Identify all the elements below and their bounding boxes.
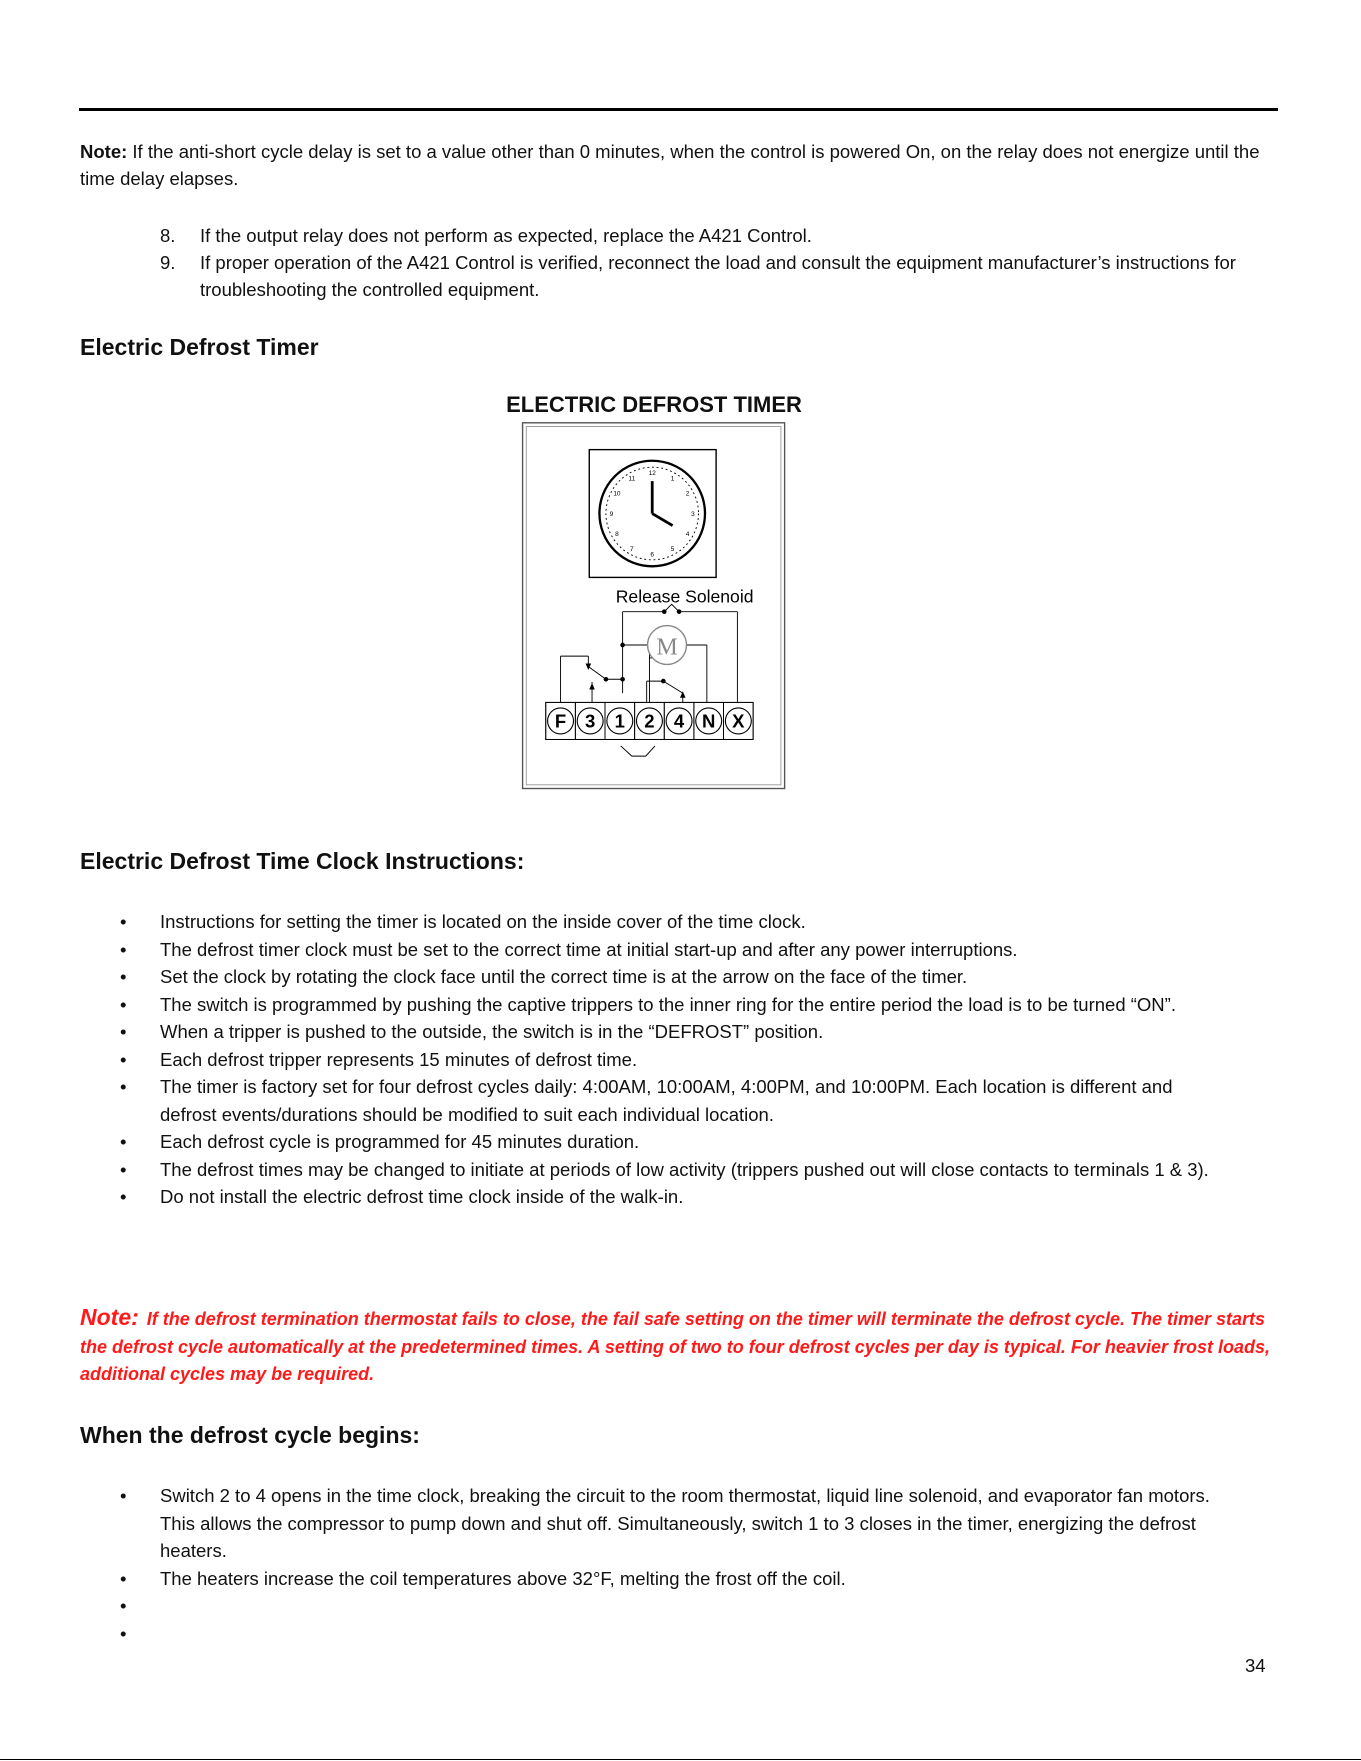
bullet-icon: • [120, 1595, 127, 1616]
page-number: 34 [1245, 1655, 1266, 1676]
list-item [120, 991, 1230, 1019]
heading-time-clock-instructions: Electric Defrost Time Clock Instructions: [80, 848, 525, 874]
bottom-rule [0, 1759, 1361, 1760]
motor-label: M [656, 634, 678, 661]
bullet-icon: • [120, 993, 127, 1015]
release-solenoid-label: Release Solenoid [615, 586, 754, 607]
list-item [120, 1183, 1230, 1211]
bullet-icon: • [120, 966, 127, 987]
bullet-icon: • [120, 1076, 127, 1097]
heading-electric-defrost-timer: Electric Defrost Timer [80, 334, 319, 360]
clock-number: 5 [670, 546, 675, 554]
intro-note-label: Note: [80, 141, 128, 162]
clock-number: 10 [613, 490, 621, 498]
numbered-steps [160, 222, 1260, 303]
intro-note [80, 138, 1280, 192]
heading-defrost-cycle-begins: When the defrost cycle begins: [80, 1422, 420, 1448]
list-item [120, 1482, 1230, 1565]
list-item-text: Set the clock by rotating the clock face until the correct time is at the arrow on the face of the timer. [160, 966, 968, 987]
clock-number: 6 [650, 551, 655, 559]
terminal-label: 4 [673, 710, 685, 732]
terminal-label: 1 [614, 710, 625, 732]
instructions-list [120, 908, 1230, 1211]
list-item [120, 1620, 1230, 1648]
bullet-icon: • [120, 1131, 127, 1152]
clock-number: 9 [609, 510, 614, 518]
terminal-label: 2 [644, 710, 655, 732]
list-item [120, 1018, 1230, 1046]
clock-number: 12 [648, 470, 656, 478]
red-note-label: Note: [80, 1304, 139, 1330]
list-item-text: The heaters increase the coil temperatures above 32°F, melting the frost off the coil. [160, 1567, 846, 1589]
list-item [120, 1592, 1230, 1620]
list-item-text: When a tripper is pushed to the outside, the switch is in the “DEFROST” position. [160, 1021, 824, 1042]
list-item [120, 1565, 1230, 1593]
bullet-icon: • [120, 1021, 127, 1042]
step-item [160, 249, 1260, 303]
bullet-icon: • [120, 1485, 127, 1506]
list-item-text: Do not install the electric defrost time clock inside of the walk-in. [160, 1186, 684, 1207]
list-item-text: Switch 2 to 4 opens in the time clock, breaking the circuit to the room thermostat, liquid line solenoid, and evaporator fan motors. This allows the compressor to pump down and shut off. Simultaneously, switch 1 to 3 closes in the timer, energizing the defrost heaters. [160, 1485, 1210, 1561]
list-item [120, 1046, 1230, 1074]
bullet-icon: • [120, 1048, 127, 1070]
list-item [120, 963, 1230, 991]
terminal-label: 3 [585, 710, 596, 732]
clock-number: 3 [691, 510, 695, 518]
defrost-cycle-list [120, 1482, 1230, 1647]
clock-number: 2 [685, 490, 690, 498]
intro-note-text: If the anti-short cycle delay is set to a value other than 0 minutes, when the control is powered On, on the relay does not energize until the time delay elapses. [80, 141, 1260, 189]
list-item [120, 936, 1230, 964]
bullet-icon: • [120, 1158, 127, 1180]
bullet-icon: • [120, 911, 127, 932]
clock-number: 4 [685, 531, 690, 539]
diagram-title: ELECTRIC DEFROST TIMER [506, 392, 802, 417]
arrow-down-icon [586, 664, 592, 670]
list-item [120, 1156, 1230, 1184]
step-text: If proper operation of the A421 Control is verified, reconnect the load and consult the equipment manufacturer’s instructions for troubleshooting the controlled equipment. [200, 252, 1236, 300]
list-item-text: The timer is factory set for four defrost cycles daily: 4:00AM, 10:00AM, 4:00PM, and 10:00PM. Each location is different and defrost events/durations should be modified to suit each individual location. [160, 1076, 1173, 1125]
list-item-text: Each defrost tripper represents 15 minutes of defrost time. [160, 1048, 638, 1070]
step-number: 8. [160, 225, 176, 246]
list-item [120, 1128, 1230, 1156]
list-item-text: Instructions for setting the timer is located on the inside cover of the time clock. [160, 911, 806, 932]
list-item-text: The defrost times may be changed to initiate at periods of low activity (trippers pushed out will close contacts to terminals 1 & 3). [160, 1158, 1209, 1180]
bullet-icon: • [120, 1186, 127, 1207]
arrow-up-icon [589, 683, 595, 689]
top-rule [79, 108, 1278, 111]
terminal-label: X [732, 710, 745, 732]
clock-number: 8 [615, 531, 619, 539]
list-item-text: The switch is programmed by pushing the captive trippers to the inner ring for the entire period the load is to be turned “ON”. [160, 993, 1176, 1015]
step-number: 9. [160, 252, 176, 273]
step-item [160, 222, 1260, 249]
bullet-icon: • [120, 1622, 127, 1644]
bullet-icon: • [120, 1567, 127, 1589]
step-text: If the output relay does not perform as expected, replace the A421 Control. [200, 225, 812, 246]
list-item [120, 908, 1230, 936]
clock-number: 7 [630, 546, 634, 554]
defrost-timer-diagram [490, 420, 820, 820]
red-warning-note [80, 1304, 1290, 1389]
clock-number: 11 [628, 475, 636, 483]
red-note-text: If the defrost termination thermostat fails to close, the fail safe setting on the timer will terminate the defrost cycle. The timer starts the defrost cycle automatically at the predetermined times. A setting of two to four defrost cycles per day is typical. For heavier frost loads, additional cycles may be required. [80, 1309, 1270, 1384]
terminal-label: F [554, 710, 567, 732]
list-item-text: The defrost timer clock must be set to the correct time at initial start-up and after any power interruptions. [160, 938, 1018, 960]
bullet-icon: • [120, 938, 127, 960]
clock-number: 1 [670, 475, 675, 483]
terminal-label: N [702, 710, 716, 732]
list-item [120, 1073, 1230, 1128]
list-item-text: Each defrost cycle is programmed for 45 minutes duration. [160, 1131, 640, 1152]
